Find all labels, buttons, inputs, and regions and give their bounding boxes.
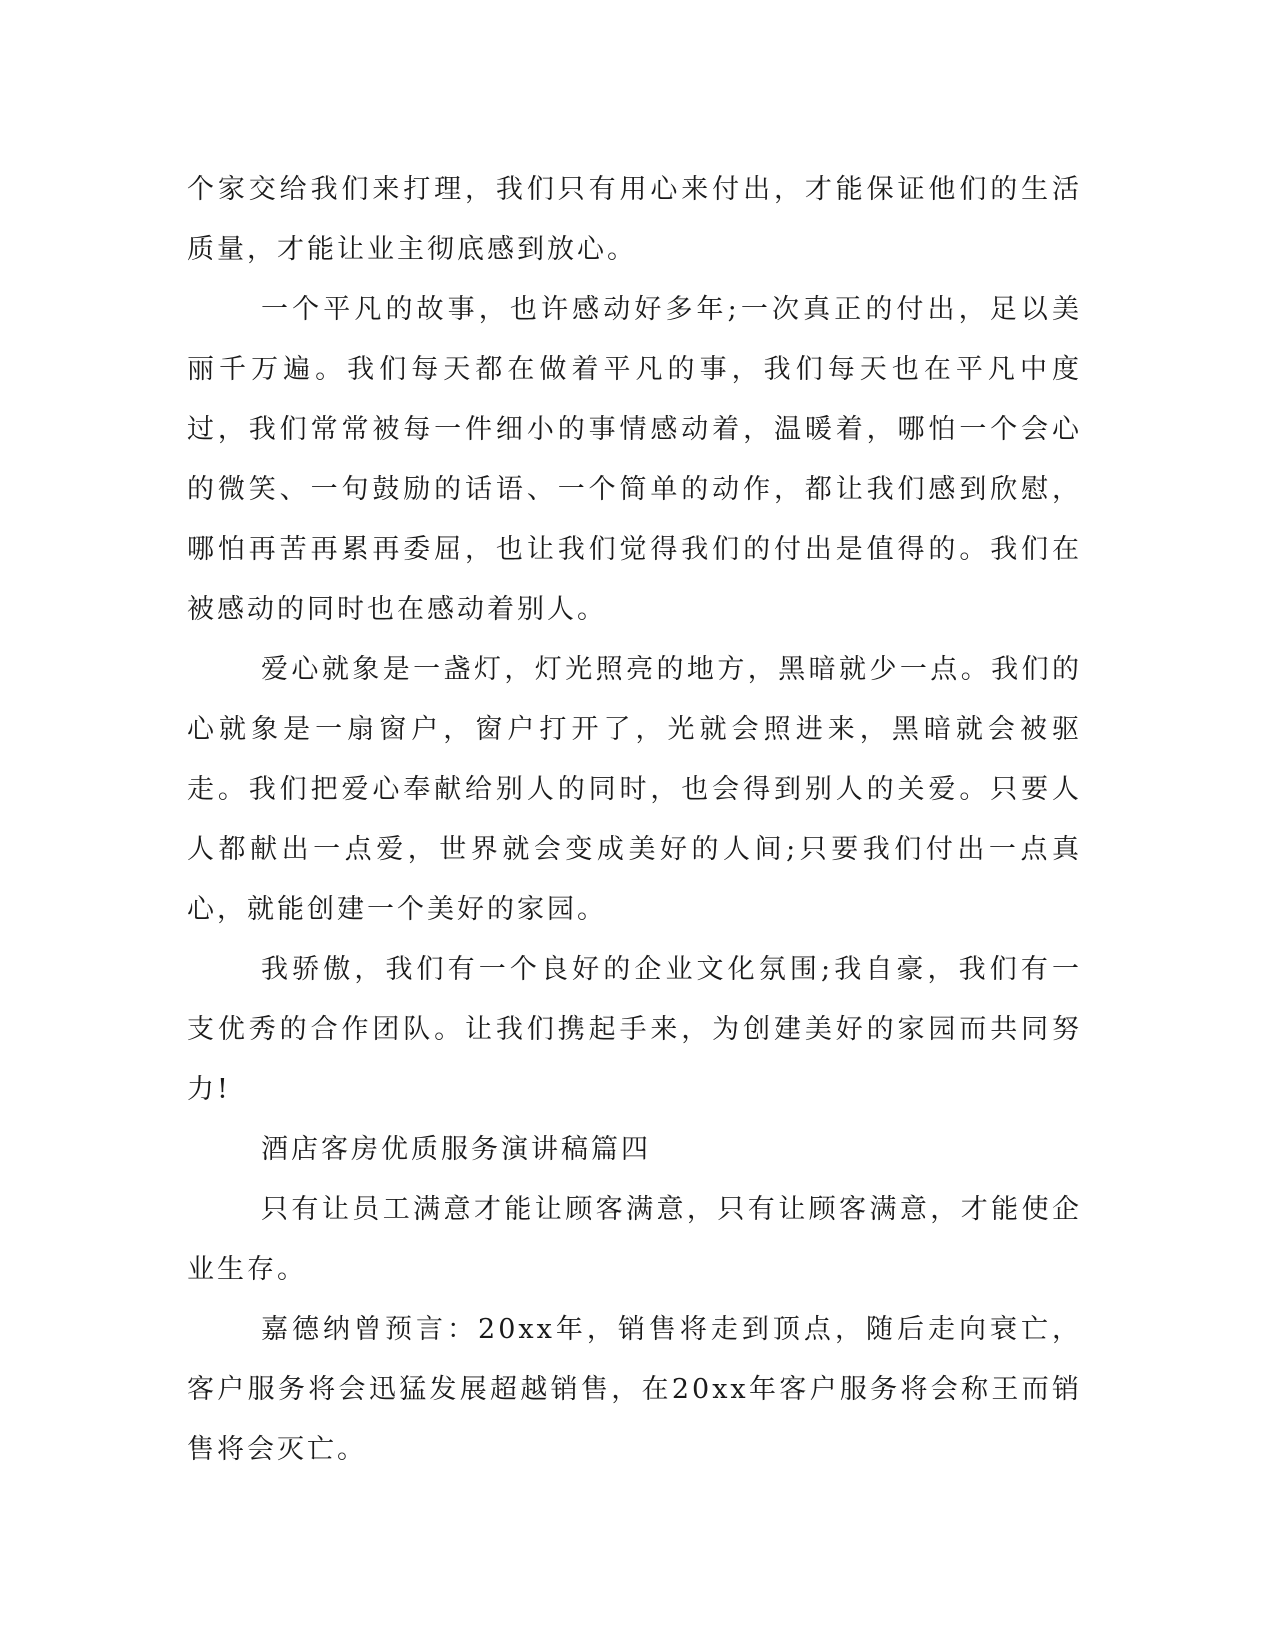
paragraph-proud-team: 我骄傲，我们有一个良好的企业文化氛围;我自豪，我们有一支优秀的合作团队。让我们携起手来，为创建美好的家园而共同努力!: [187, 954, 1082, 1105]
paragraph-prediction: 嘉德纳曾预言：20xx年，销售将走到顶点，随后走向衰亡，客户服务将会迅猛发展超越销售，在20xx年客户服务将会称王而销售将会灭亡。: [187, 1314, 1082, 1465]
document-body: [187, 160, 1082, 1480]
section-heading: 酒店客房优质服务演讲稿篇四: [261, 1134, 651, 1165]
paragraph-continued: 个家交给我们来打理，我们只有用心来付出，才能保证他们的生活质量，才能让业主彻底感到放心。: [187, 174, 1082, 265]
paragraph-employee-satisfaction: 只有让员工满意才能让顾客满意，只有让顾客满意，才能使企业生存。: [187, 1194, 1082, 1285]
paragraph-ordinary-story: 一个平凡的故事，也许感动好多年;一次真正的付出，足以美丽千万遍。我们每天都在做着平凡的事，我们每天也在平凡中度过，我们常常被每一件细小的事情感动着，温暖着，哪怕一个会心的微笑、一句鼓励的话语、一个简单的动作，都让我们感到欣慰，哪怕再苦再累再委屈，也让我们觉得我们的付出是值得的。我们在被感动的同时也在感动着别人。: [187, 294, 1082, 625]
paragraph-love-lamp: 爱心就象是一盏灯，灯光照亮的地方，黑暗就少一点。我们的心就象是一扇窗户，窗户打开了，光就会照进来，黑暗就会被驱走。我们把爱心奉献给别人的同时，也会得到别人的关爱。只要人人都献出一点爱，世界就会变成美好的人间;只要我们付出一点真心，就能创建一个美好的家园。: [187, 654, 1082, 925]
